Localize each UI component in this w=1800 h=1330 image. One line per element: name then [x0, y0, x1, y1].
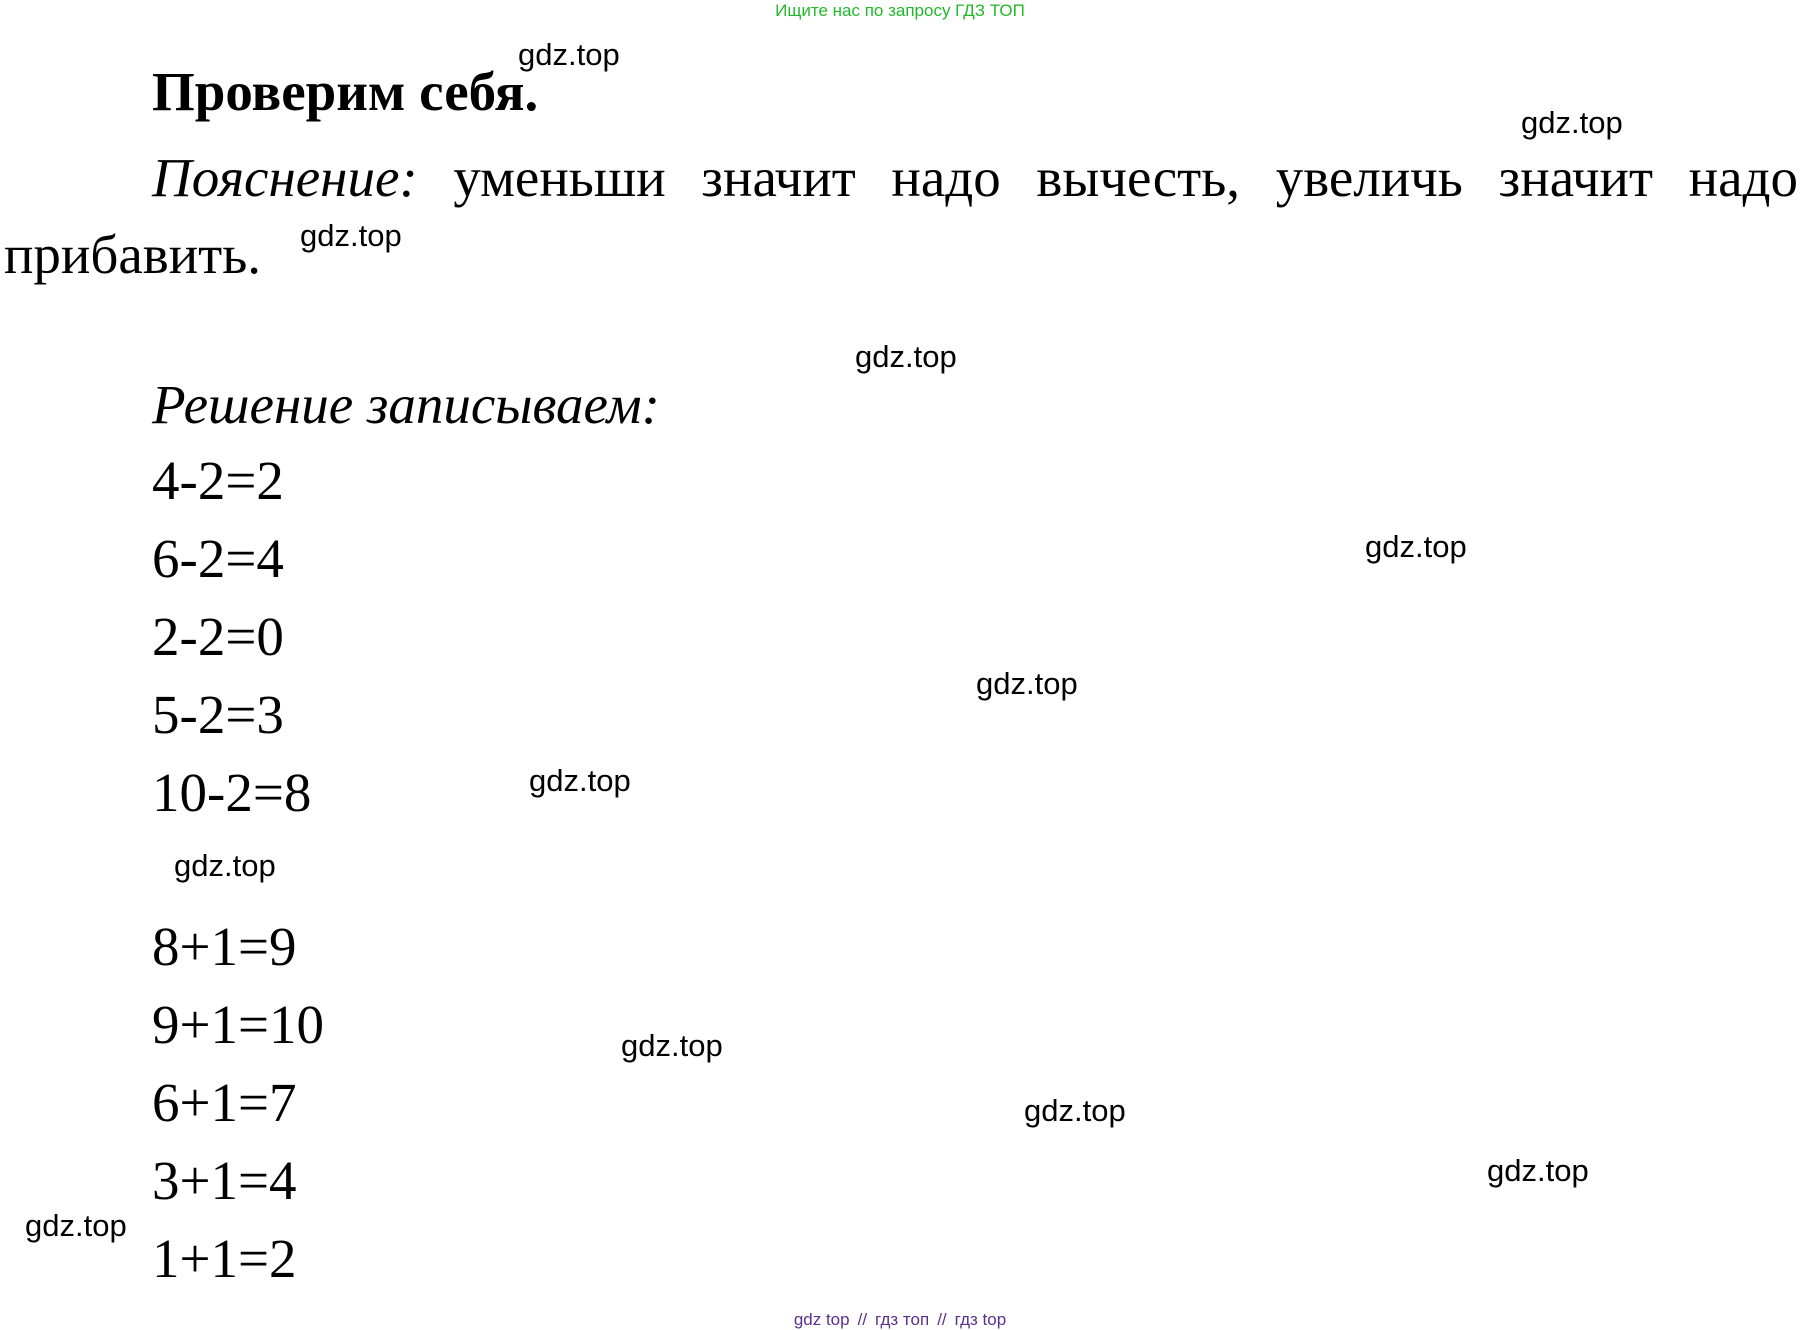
- equation-line: 6-2=4: [152, 528, 284, 589]
- watermark: gdz.top: [621, 1028, 723, 1063]
- equation-line: 1+1=2: [152, 1228, 297, 1289]
- equation-line: 6+1=7: [152, 1072, 297, 1133]
- equation-line: 8+1=9: [152, 916, 297, 977]
- watermark: gdz.top: [855, 339, 957, 374]
- watermark: gdz.top: [1521, 105, 1623, 140]
- watermark: gdz.top: [1024, 1093, 1126, 1128]
- header-banner[interactable]: Ищите нас по запросу ГДЗ ТОП: [775, 1, 1025, 20]
- watermark: gdz.top: [518, 37, 620, 72]
- equation-line: 10-2=8: [152, 762, 312, 823]
- footer-separator: //: [857, 1310, 868, 1329]
- footer-link[interactable]: гдз top: [954, 1310, 1007, 1329]
- equation-line: 3+1=4: [152, 1150, 297, 1211]
- explanation-paragraph: [4, 139, 1798, 293]
- watermark: gdz.top: [529, 763, 631, 798]
- explanation-label: Пояснение:: [152, 147, 418, 208]
- watermark: gdz.top: [174, 848, 276, 883]
- explanation-text: уменьши значит надо вычесть, увеличь значит надо прибавить.: [4, 147, 1799, 285]
- equation-line: 9+1=10: [152, 994, 325, 1055]
- watermark: gdz.top: [1487, 1153, 1589, 1188]
- watermark: gdz.top: [976, 666, 1078, 701]
- page-title: Проверим себя.: [152, 61, 539, 122]
- solution-heading: Решение записываем:: [152, 374, 660, 435]
- footer-links: [0, 1310, 1800, 1330]
- footer-separator: //: [937, 1310, 947, 1329]
- footer-link[interactable]: гдз топ: [875, 1310, 930, 1329]
- equation-line: 5-2=3: [152, 684, 284, 745]
- watermark: gdz.top: [300, 218, 402, 253]
- watermark: gdz.top: [25, 1208, 127, 1243]
- footer-link[interactable]: gdz top: [793, 1310, 850, 1329]
- equation-line: 2-2=0: [152, 606, 284, 667]
- subtraction-equations: [152, 442, 311, 832]
- addition-equations: [152, 908, 324, 1298]
- watermark: gdz.top: [1365, 529, 1467, 564]
- equation-line: 4-2=2: [152, 450, 284, 511]
